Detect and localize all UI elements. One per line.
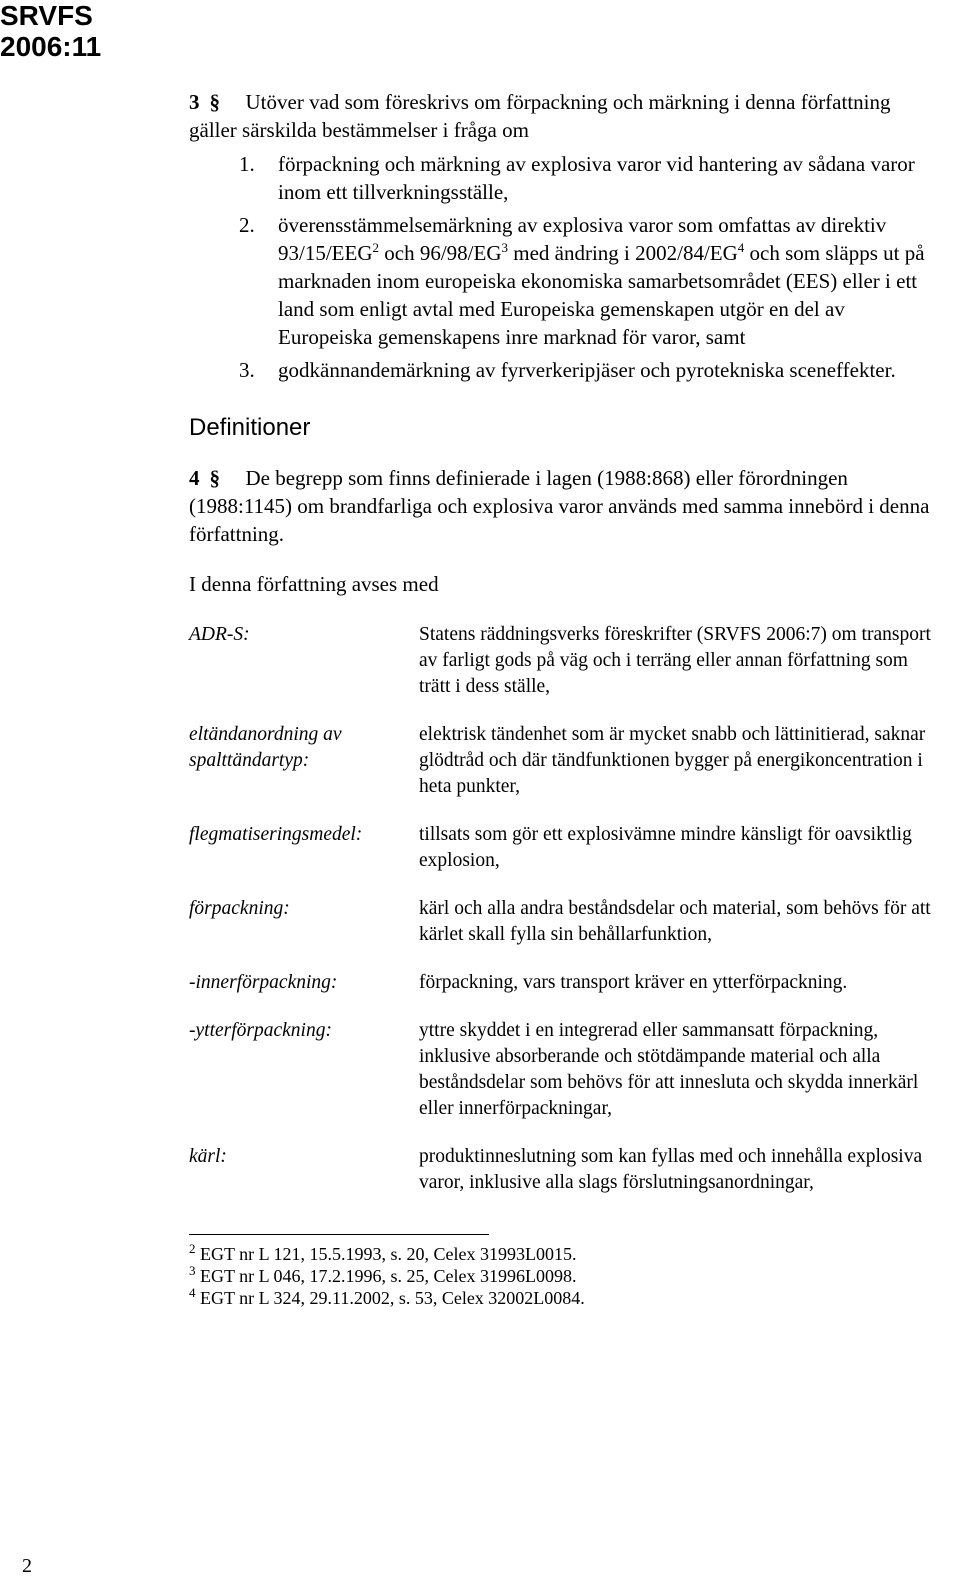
definition-term: -ytterförpackning:: [189, 1020, 332, 1041]
footnote-ref: 2: [372, 240, 379, 255]
list-item: [189, 356, 934, 384]
definition-text: yttre skyddet i en integrerad eller sammansatt förpackning, inklusive absorberande och stötdämpande material och alla beståndsdelar som behövs för att innesluta och skydda innerkärl eller innerförpackningar,: [419, 1020, 919, 1119]
list-item-number: 2.: [239, 213, 255, 237]
definition-term: ADR-S:: [189, 624, 250, 645]
definition-row: [189, 970, 934, 996]
header-number: 2006:11: [0, 31, 102, 62]
footnote: [189, 1287, 934, 1309]
list-item-text: överensstämmelsemärkning av explosiva varor som omfattas av direktiv 93/15/EEG: [278, 213, 887, 265]
definition-row: [189, 1018, 934, 1122]
definition-term: förpackning:: [189, 898, 290, 919]
section-4-paragraph: [189, 464, 934, 548]
definition-row: [189, 896, 934, 948]
footnote-text: EGT nr L 046, 17.2.1996, s. 25, Celex 31996L0098.: [200, 1266, 577, 1286]
footnote-text: EGT nr L 324, 29.11.2002, s. 53, Celex 32002L0084.: [200, 1288, 585, 1308]
definition-row: [189, 822, 934, 874]
footnote-number: 4: [189, 1285, 196, 1300]
list-item-text: och som släpps ut på marknaden inom europeiska ekonomiska samarbetsområdet (EES) eller i ett land som enligt avtal med Europeiska gemenskapen utgör en del av Europeiska gemenskapens inre marknad för varor, samt: [278, 241, 925, 349]
page-number: 2: [22, 1555, 32, 1577]
definition-term: -innerförpackning:: [189, 972, 338, 993]
footnote: [189, 1265, 934, 1287]
section-3-list: [189, 150, 934, 384]
definition-term: kärl:: [189, 1146, 227, 1167]
section-number: 4: [189, 466, 200, 490]
definition-text: förpackning, vars transport kräver en ytterförpackning.: [419, 972, 848, 993]
document-body: [189, 88, 934, 1309]
definition-row: [189, 1144, 934, 1196]
definitions-intro: I denna författning avses med: [189, 572, 439, 596]
list-item-number: 1.: [239, 152, 255, 176]
footnote-ref: 4: [737, 240, 745, 255]
footnote-number: 2: [189, 1241, 196, 1256]
definition-text: elektrisk tändenhet som är mycket snabb och lättinitierad, saknar glödtråd och där tändfunktionen bygger på energikoncentration i heta punkter,: [419, 724, 926, 797]
paragraph-sign: §: [209, 90, 220, 114]
definition-text: produktinneslutning som kan fyllas med och innehålla explosiva varor, inklusive alla slags förslutningsanordningar,: [419, 1146, 923, 1193]
definitions-list: [189, 622, 934, 1196]
footnote-ref: 3: [501, 240, 508, 255]
section-text: Utöver vad som föreskrivs om förpackning och märkning i denna författning gäller särskilda bestämmelser i fråga om: [189, 90, 891, 142]
footnote: [189, 1243, 934, 1265]
definition-text: Statens räddningsverks föreskrifter (SRVFS 2006:7) om transport av farligt gods på väg och i terräng eller annan författning som trätt i dess ställe,: [419, 624, 931, 697]
list-item-text: godkännandemärkning av fyrverkeripjäser och pyrotekniska sceneffekter.: [278, 358, 896, 382]
section-text: De begrepp som finns definierade i lagen (1988:868) eller förordningen (1988:1145) om brandfarliga och explosiva varor används med samma innebörd i denna författning.: [189, 466, 930, 546]
definition-term: flegmatiseringsmedel:: [189, 824, 363, 845]
definitions-heading: Definitioner: [189, 414, 311, 441]
definition-row: [189, 722, 934, 800]
list-item-text: med ändring i 2002/84/EG: [507, 241, 738, 265]
definition-row: [189, 622, 934, 700]
definition-text: kärl och alla andra beståndsdelar och material, som behövs för att kärlet skall fylla sin behållarfunktion,: [419, 898, 931, 945]
section-number: 3: [189, 90, 200, 114]
list-item: [189, 150, 934, 206]
list-item-number: 3.: [239, 358, 255, 382]
list-item: [189, 211, 934, 351]
footnote-text: EGT nr L 121, 15.5.1993, s. 20, Celex 31993L0015.: [200, 1244, 577, 1264]
definition-term: eltändanordning av spalttändartyp:: [189, 724, 342, 771]
paragraph-sign: §: [209, 466, 220, 490]
document-header: [0, 0, 101, 62]
header-series: SRVFS: [0, 0, 93, 31]
footnote-number: 3: [189, 1263, 196, 1278]
definition-text: tillsats som gör ett explosivämne mindre känsligt för oavsiktlig explosion,: [419, 824, 912, 871]
list-item-text: och 96/98/EG: [379, 241, 502, 265]
section-3-paragraph: [189, 88, 934, 144]
list-item-text: förpackning och märkning av explosiva varor vid hantering av sådana varor inom ett tillverkningsställe,: [278, 152, 915, 204]
footnote-separator: [189, 1234, 489, 1235]
